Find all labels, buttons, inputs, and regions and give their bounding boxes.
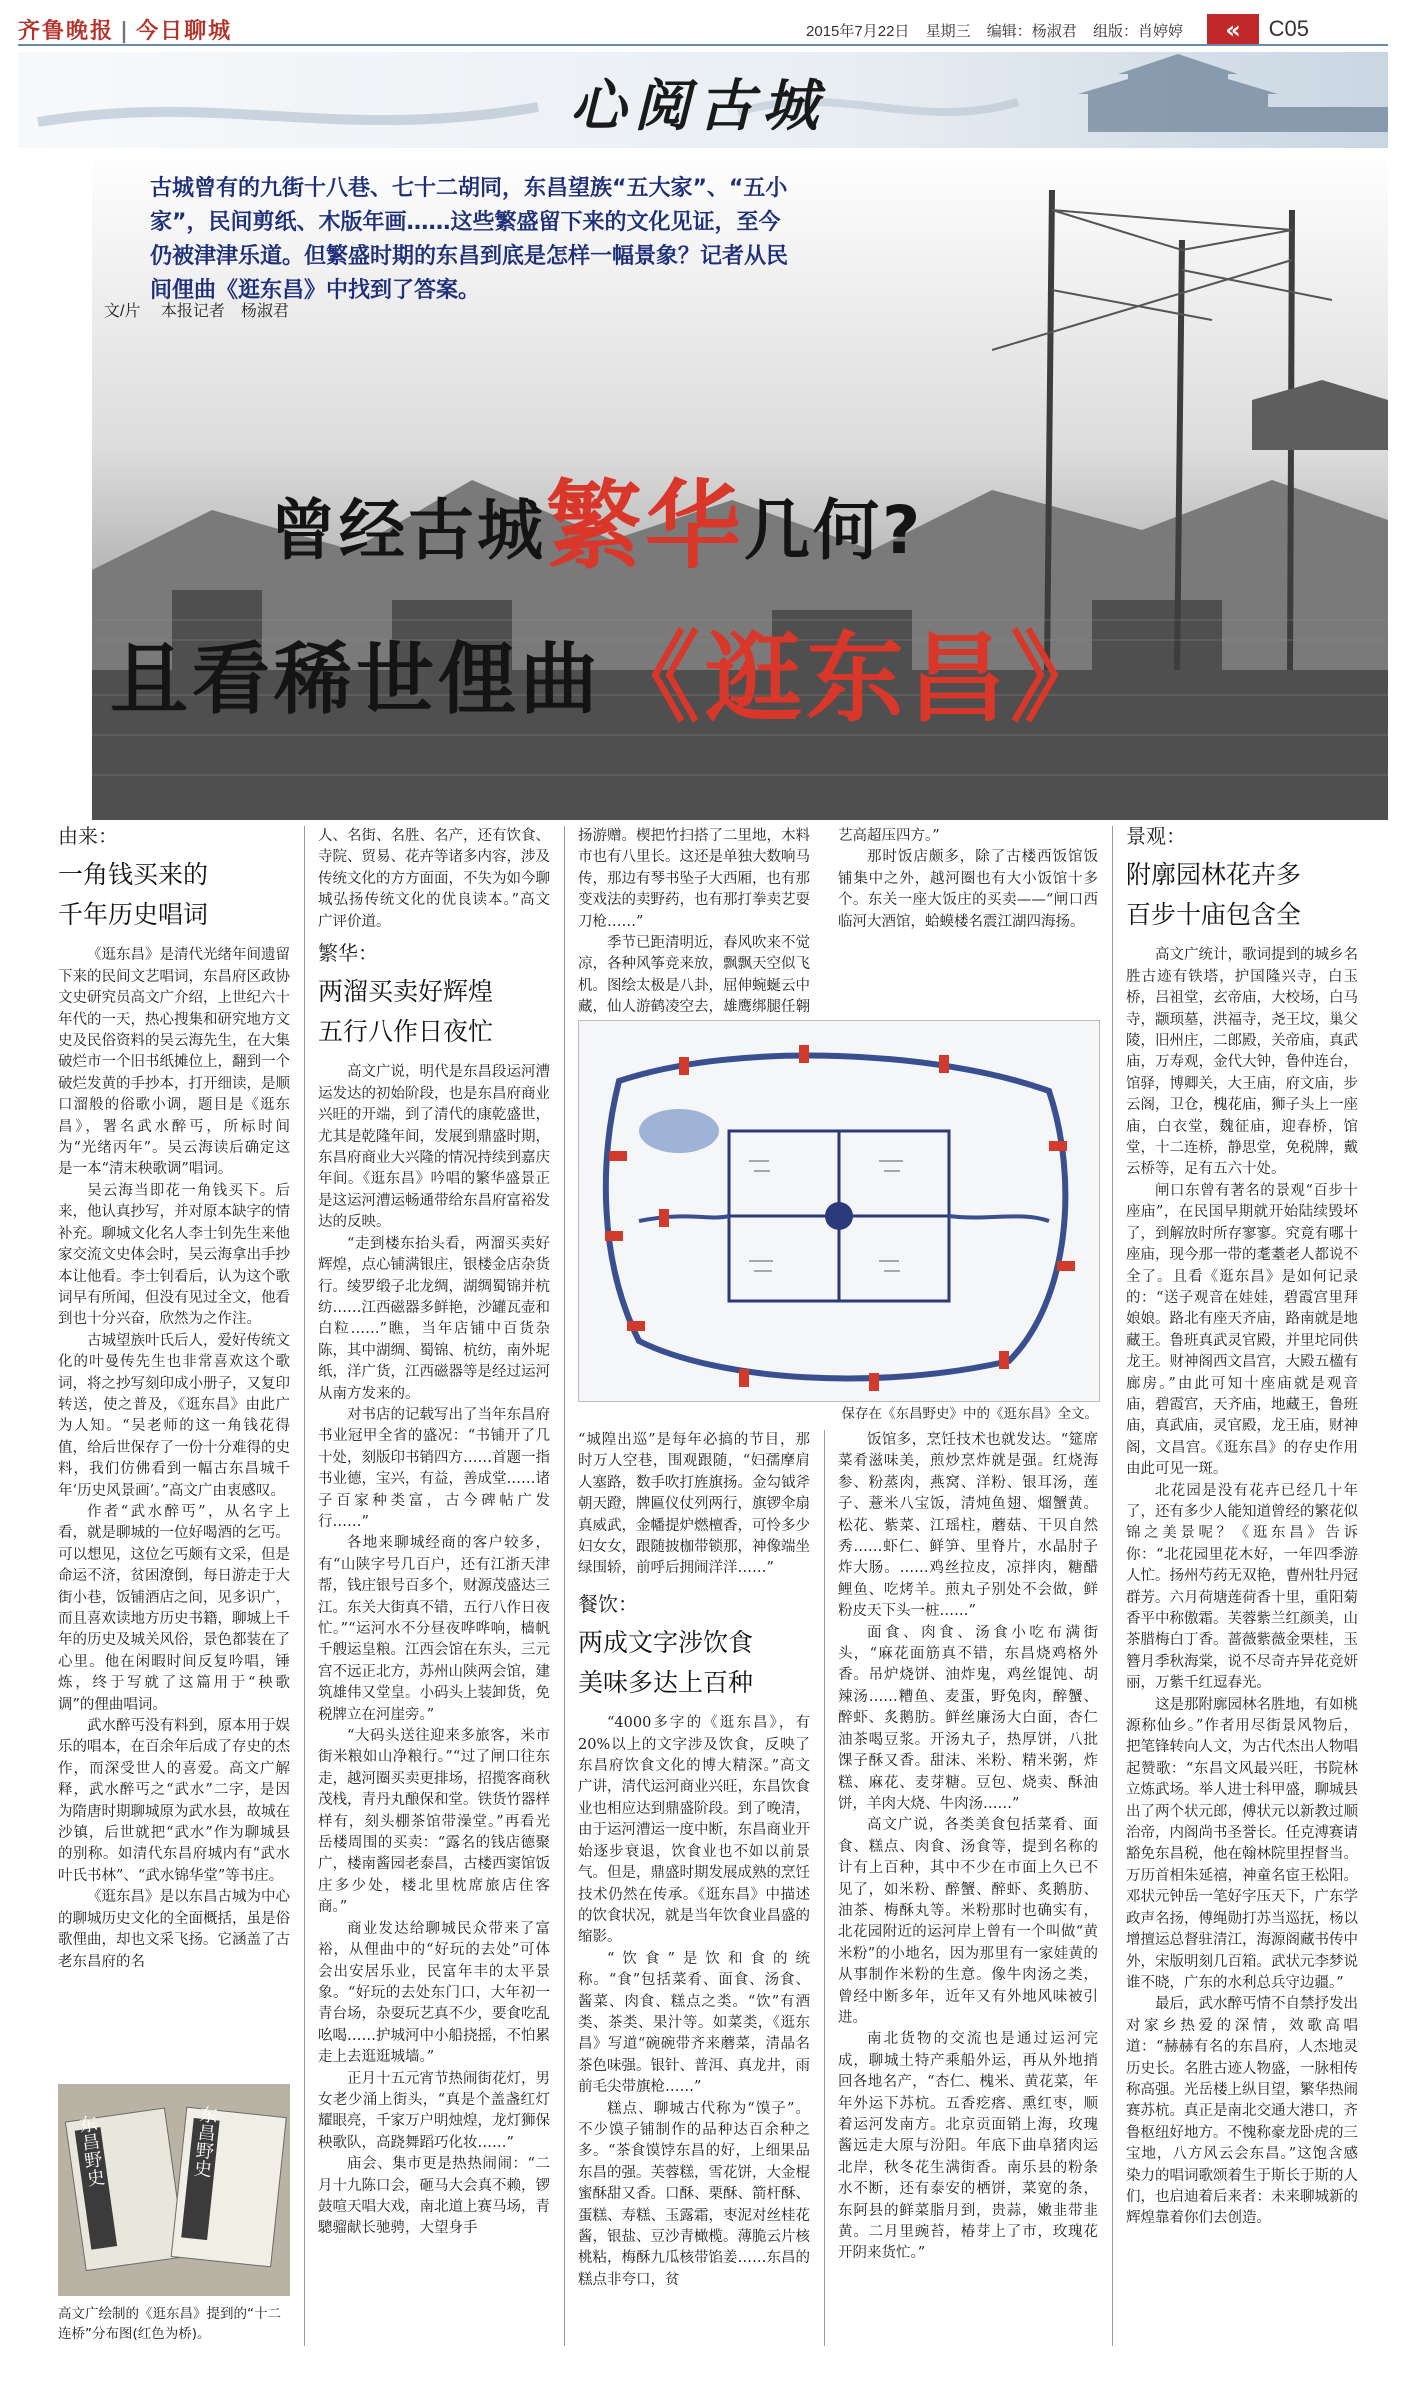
section-title-prosperity-line2: 五行八作日夜忙	[318, 1017, 494, 1047]
column-food-top	[838, 826, 1098, 1016]
section-label-prosperity: 繁华：	[318, 941, 378, 966]
paragraph: 高文广统计，歌词提到的城乡名胜古迹有铁塔，护国隆兴寺，白玉桥，吕祖堂，玄帝庙，大校场，白马寺，颛顼墓，洪福寺，尧王坟，巢父陵，旧州庄，二郎殿，关帝庙，真武庙，万寿观，金代大钟，鲁仲连台，馆驿，博卿关，大王庙，府文庙，步云阁，卫仓，槐花庙，狮子头上一座庙，白衣堂，魏征庙，迎春桥，馆堂，十二连桥，静思堂，免税牌，戴云桥等，足有五六十处。	[1126, 947, 1358, 1178]
paragraph: “城隍出巡”是每年必搞的节目，那时万人空巷，围观跟随，“妇孺摩肩人塞路，数手吹打旌旗扬。金勾钺斧朝天蹬，牌匾仪仗列两行，旗锣伞扇真威武，金幡提炉燃檀香，可怜多少妇女女，跟随披枷带锁那，神像端坐绿围轿，前呼后拥闹洋洋……”	[578, 1432, 810, 1577]
chevron-left-icon: «	[1207, 14, 1259, 46]
twelve-bridges-map-art	[579, 1021, 1099, 1401]
paragraph: 南北货物的交流也是通过运河完成，聊城土特产乘船外运，再从外地捎回各地名产，“杏仁、槐米、黄花菜，年年外运下苏杭。五香疙瘩、熏红枣，顺着运河发南方。北京贡面销上海，玫瑰酱远走大原与汾阳。年底下曲阜猪肉运北岸，秋冬花生满街香。南乐县的粉条水不断，还有泰安的栖饼，菜宽的条，东阿县的鲜菜脂月到，贵蒜，嫩韭带韭黄。二月里豌苔，椿芽上了市，玫瑰花开阴来货忙。”	[838, 2031, 1098, 2262]
section-title-food-line1: 两成文字涉饮食	[578, 1628, 754, 1658]
paragraph: 古城望族叶氏后人，爱好传统文化的叶曼传先生也非常喜欢这个歌词，将之抄写刻印成小册子，又复印转送，使之普及，《逛东昌》由此广为人知。“吴老师的这一角钱花得值，给后世保存了一份十分难得的史料，我们仿佛看到一幅古东昌城千年‘历史风景画’。”高文广由衷感叹。	[58, 1332, 290, 1499]
column-rule	[304, 826, 305, 2346]
issue-date: 2015年7月22日	[806, 23, 910, 40]
paragraph: 艺高超压四方。”	[838, 828, 940, 844]
section-title-origin-line2: 千年历史唱词	[58, 900, 209, 930]
section-title: 心阅古城	[570, 73, 826, 139]
issue-weekday: 星期三	[925, 23, 971, 40]
column-origin	[58, 826, 290, 2066]
paragraph: 闸口东曾有著名的景观“百步十座庙”，在民国早期就开始陆续毁坏了，到解放时所存寥寥。究竟有哪十座庙，现今那一带的耄耋老人都说不全了。且看《逛东昌》是如何记录的：“送子观音在娃娃，碧霞宫里拜娘娘。路北有座天齐庙，路南就是地藏王。鲁班真武灵官殿，并里坨同供龙王。财神阁西文昌宫，大殿五楹有廊房。”由此可知十座庙就是观音庙，碧霞宫，天齐庙，地藏王，鲁班庙，真武庙，灵官殿，龙王庙，财神阁，文昌宫。《逛东昌》的存史作用由此可见一斑。	[1126, 1182, 1358, 1478]
section-title-origin	[58, 855, 290, 935]
byline	[104, 298, 289, 321]
paragraph: 人、名街、名胜、名产，还有饮食、寺院、贸易、花卉等诸多内容，涉及传统文化的方方面面，不失为如今聊城弘扬传统文化的优良读本。”高文广评价道。	[318, 828, 550, 930]
section-label-food: 餐饮：	[578, 1591, 638, 1616]
books-photo-caption: 高文广绘制的《逛东昌》提到的“十二连桥”分布图(红色为桥)。	[58, 2306, 281, 2342]
paragraph: 庙会、集市更是热热闹闹：“二月十九陈口会，砸马大会真不赖，锣鼓喧天唱大戏，南北道上赛马场，青驄骝献长驰骋，大望身手	[318, 2156, 550, 2237]
layout-credit: 组版：肖婷婷	[1092, 23, 1183, 40]
paragraph: 最后，武水醉丐情不自禁抒发出对家乡热爱的深情，效歌高唱道：“赫赫有名的东昌府，人杰地灵历史长。名胜古迹人物盛，一脉相传称高强。光岳楼上纵目望，繁华热闹赛苏杭。真正是南北交通大港口，齐鲁枢纽好地方。不愧称豪龙卧虎的三宝地，八方风云会东昌。”这饱含感染力的唱词歌颂着生于斯长于斯的人们，也启迪着后来者：未来聊城新的辉煌靠着你们去创造。	[1126, 1996, 1358, 2227]
paragraph: 正月十五元宵节热闹街花灯，男女老少涌上街头，“真是个盖盏红灯耀眼亮，千家万户明烛煌，龙灯狮保秧歌队，高跷舞蹈巧化妆……”	[318, 2070, 550, 2151]
column-scenery	[1126, 826, 1358, 2346]
paragraph: 这是那附廓园林名胜地，有如桃源称仙乡。”作者用尽街景风物后，把笔锋转向人文，为古代杰出人物唱起赞歌：“东昌文风最兴旺，书院林立炼武场。举人进士科甲盛，聊城县出了两个状元郎，傅状元以新教过顺治帝，内阁尚书圣誉长。任克溥赛请豁免东昌税，他在翰林院里捏督当。万历首相朱延禧，神童名宦王松阳。邓状元钟岳一笔好字压天下，广东学政声名扬，傅绳勋打苏当巡抚，杨以增擅运总督驻清江，海源阁藏书传中外，宋版明刻几百箱。武状元李梦说谁不晓，广东的水利总兵守边疆。”	[1126, 1696, 1358, 1991]
column-prosperity	[318, 826, 550, 2346]
paragraph: 饭馆多，烹饪技术也就发达。“筵席菜肴滋味美，煎炒烹炸就是强。红烧海参、粉蒸肉，燕窝、洋粉、银耳汤，莲子、薏米八宝饭，清炖鱼翅、熘蟹黄。松花、紫菜、江瑶柱，蘑菇、干贝自然秀……虾仁、鲜笋、里脊片，水晶肘子炸大肠。……鸡丝拉皮，凉拌肉，糖醋鲤鱼、吃烤羊。煎丸子别处不会做，鲜粉皮天下头一桩……”	[838, 1432, 1098, 1620]
column-rule	[564, 826, 565, 2346]
masthead: 齐鲁晚报 | 今日聊城	[18, 19, 233, 44]
headline-sub-highlight: 《逛东昌》	[602, 622, 1113, 736]
paragraph: “走到楼东抬头看，两溜买卖好辉煌，点心铺满银庄，银楼金店杂货行。绫罗缎子北龙绸，湖绸蜀锦并杭纺……江西磁器多鲜艳，沙罐瓦壶和白粒……”瞧，当年店铺中百货杂陈，其中湖绸、蜀锦、杭纺，南外坭纸，洋广货，江西磁器等是经过运河从南方发来的。	[318, 1235, 550, 1402]
page-meta	[794, 20, 1183, 41]
paragraph: 吴云海当即花一角钱买下。后来，他认真抄写，并对原本缺字的情补充。聊城文化名人李士钊先生来他家交流文史体会时，吴云海拿出手抄本让他看。李士钊看后，认为这个歌词早有所闻，但没有见过全文，他看到也十分兴奋，欣然为之作注。	[58, 1182, 290, 1328]
paragraph: 季节已距清明近，春风吹来不觉凉，各种风筝竞来放，飘飘天空似飞机。图绘太极是八卦，屈伸蜿蜒云中藏，仙人游鹤凌空去，雄鹰绑腿任翱	[578, 935, 810, 1016]
column-rule	[824, 1430, 825, 2346]
headline-sub-pre: 且看稀世俚曲	[110, 635, 603, 725]
section-label-origin: 由来：	[58, 824, 118, 848]
books-photo	[58, 2084, 290, 2296]
section-title-food-line2: 美味多达上百种	[578, 1668, 754, 1698]
section-title-scenery-line2: 百步十庙包含全	[1126, 900, 1302, 930]
books-photo-art	[58, 2084, 290, 2296]
paragraph: 北花园是没有花卉已经几十年了，还有多少人能知道曾经的繁花似锦之美景呢？《逛东昌》告诉你：“北花园里花木好，一年四季游人忙。扬州芍药无双艳，曹州牡丹冠群芳。六月荷塘莲荷香十里，重阳菊香平中称傲霜。芙蓉紫兰红颜美，山茶腊梅白丁香。蔷薇紫薇金栗桂，玉簪月季秋海棠，说不尽奇卉异花竞妍丽，万紫千红逗春光。	[1126, 1482, 1358, 1692]
column-food	[578, 1430, 810, 2346]
paragraph: 武水醉丐没有料到，原本用于娱乐的唱本，在百余年后成了存史的杰作，而深受世人的喜爱。高文广解释，武水醉丐之“武水”二字，是因为隋唐时期聊城原为武水县，故城在沙镇，后世就把“武水”作为聊城县的别称。如清代东昌府城内有“武水叶氏书林”、“武水锦华堂”等书庄。	[58, 1718, 290, 1884]
section-title-food	[578, 1623, 810, 1703]
byline-name: 本报记者 杨淑君	[160, 303, 289, 320]
section-title-prosperity	[318, 972, 550, 1052]
book-cover-1: 东昌野史	[75, 2113, 107, 2188]
paragraph: 高文广说，各类美食包括菜肴、面食、糕点、肉食、汤食等，提到名称的计有上百种，其中不少在市面上久已不见了，如米粉、醉蟹、醉虾、炙鹅肪、油茶、梅酥丸等。米粉那时也确实有，北花园附近的运河岸上曾有一个叫做“黄米粉”的小地名，因为那里有一家娃黄的从事制作米粉的生意。像牛肉汤之类，曾经中断多年，近年又有外地风味被引进。	[838, 1817, 1098, 2026]
section-label-scenery: 景观：	[1126, 824, 1186, 848]
paragraph: “饮食”是饮和食的统称。“食”包括菜肴、面食、汤食、酱菜、肉食、糕点之类。“饮”有酒类、茶类、果汁等。如菜类，《逛东昌》写道“碗碗带齐来蘑菜，清晶名茶色味强。银针、普洱、真龙井，雨前毛尖带旗枪……”	[578, 1950, 810, 2096]
column-food-continued	[838, 1430, 1098, 2346]
section-title-scenery-line1: 附廓园林花卉多	[1126, 860, 1302, 890]
paragraph: 对书店的记载写出了当年东昌府书业冠甲全省的盛况：“书铺开了几十处，刻版印书销四方……首题一指书业德，宝兴，有益，善成堂……诸子百家种类富，古今碑帖广发行……”	[318, 1406, 550, 1530]
paragraph: 扬游赠。楔把竹扫搭了二里地，木料市也有八里长。这还是单独大数响马传，那边有琴书坠子大西厢，也有那变戏法的卖野药，也有那打拳卖艺耍刀枪……”	[578, 828, 810, 930]
column-festival-top	[578, 826, 810, 1016]
paragraph: 商业发达给聊城民众带来了富裕，从俚曲中的“好玩的去处”可体会出安居乐业，民富年丰的太平景象。“好玩的去处东门口，大年初一青台场，杂耍玩艺真不少，要食吃乱吆喝……护城河中小船挠摇，不怕累走上去逛逛城墙。”	[318, 1920, 550, 2066]
lead-paragraph: 古城曾有的九街十八巷、七十二胡同，东昌望族“五大家”、“五小家”，民间剪纸、木版年画……这些繁盛留下来的文化见证，至今仍被津津乐道。但繁盛时期的东昌到底是怎样一幅景象？记者从民间俚曲《逛东昌》中找到了答案。	[150, 176, 789, 303]
header-rule	[18, 44, 1388, 46]
section-title-origin-line1: 一角钱买来的	[58, 860, 209, 890]
twelve-bridges-map	[578, 1020, 1100, 1402]
page-number: C05	[1268, 16, 1309, 41]
section-title-scenery	[1126, 855, 1358, 935]
section-title-prosperity-line1: 两溜买卖好辉煌	[318, 977, 494, 1007]
paragraph: 《逛东昌》是以东昌古城为中心的聊城历史文化的全面概括，虽是俗歌俚曲，却也文采飞扬。它涵盖了古老东昌府的名	[58, 1889, 290, 1970]
paragraph: “4000多字的《逛东昌》，有20%以上的文字涉及饮食，反映了东昌府饮食文化的博大精深。”高文广讲，清代运河商业兴旺，东昌饮食业也相应达到鼎盛阶段。到了晚清，由于运河漕运一度中断，东昌商业开始逐步衰退，饮食业也不如以前景气。但是，鼎盛时期发展成熟的烹饪技术仍然在传承。《逛东昌》中描述的饮食状况，就是当年饮食业昌盛的缩影。	[578, 1715, 810, 1946]
paragraph: 高文广说，明代是东昌段运河漕运发达的初始阶段，也是东昌府商业兴旺的开端，到了清代的康乾盛世，尤其是乾隆年间，发展到鼎盛时期，东昌府商业大兴隆的情况持续到嘉庆年间。《逛东昌》吟唱的繁华盛景正是这运河漕运畅通带给东昌府富裕发达的反映。	[318, 1064, 550, 1231]
paragraph: 面食、肉食、汤食小吃布满街头，“麻花面筋真不错，东昌烧鸡格外香。吊炉烧饼、油炸鬼，鸡丝馄饨、胡辣汤……糟鱼、麦蛋，野兔肉，醉蟹、醉虾、炙鹅肪。鲜丝廉汤大白面，杏仁油茶喝豆浆。开汤丸子，热厚饼，八批馃子酥又香。甜沫、米粉、精米粥，炸糕、麻花、麦芽糖。豆包、烧卖、酥油饼，羊肉大烧、牛肉汤……”	[838, 1624, 1098, 1812]
book-cover-2: 东昌野史	[190, 2104, 219, 2179]
masthead-title: 齐鲁晚报	[18, 19, 115, 44]
edition-name: 今日聊城	[136, 19, 233, 44]
headline-main-post: 几何?	[744, 492, 924, 569]
paragraph: 《逛东昌》是清代光绪年间遗留下来的民间文艺唱词，东昌府区政协文史研究员高文广介绍，上世纪六十年代的一天，热心搜集和研究地方文史及民俗资料的吴云海先生，在大集破烂市一个旧书纸摊位上，翻到一个破烂发黄的手抄本，打开细读，是顺口溜般的俗歌小调，题目是《逛东昌》，署名武水醉丐，所标时间为“光绪丙年”。吴云海读后确定这是一本“清末秧歌调”唱词。	[58, 947, 290, 1178]
map-caption: 保存在《东昌野史》中的《逛东昌》全文。	[841, 1406, 1098, 1422]
paragraph: “大码头送往迎来多旅客，米市街米粮如山净粮行。”“过了闸口往东走，越河圈买卖更排场，招揽客商秋茂栈，青丹丸酿保和堂。铁货竹器样样有，刻头棚茶馆带澡堂。”再看光岳楼周围的买卖：“露名的钱店德聚广，楼南酱园老泰昌，古楼西窦馆饭庄多少处，楼北里枕席旅店住客商。”	[318, 1728, 550, 1916]
column-rule	[1112, 826, 1113, 2346]
paragraph: 作者“武水醉丐”，从名字上看，就是聊城的一位好喝酒的乞丐。可以想见，这位乞丐颇有文采，但是命运不济，贫困潦倒，每日游走于大街小巷，饭铺酒店之间，见多识广，而且喜欢读地方历史书籍，聊城上千年的历史及城关风俗，景色都装在了心里。他在闲暇时间反复吟唱，锤炼，终于写就了这篇用于“秧歌调”的俚曲唱词。	[58, 1503, 290, 1713]
byline-prefix: 文/片	[104, 303, 141, 320]
paragraph: 那时饭店颇多，除了古楼西饭馆饭铺集中之外，越河圈也有大小饭馆十多个。东关一座大饭庄的买卖——“闸口西临河大酒馆，蛤蟆楼名震江湖四海扬。	[838, 849, 1098, 930]
headline-sub	[110, 600, 1112, 741]
paragraph: 糕点、聊城古代称为“馍子”。不少馍子铺制作的品种达百余种之多。“茶食馍饽东昌的好，上细果品东昌的强。芙蓉糕，雪花饼，大金棍蜜酥甜又香。口酥、栗酥、箭杆酥、蛋糕、寿糕、玉露霜，枣泥对丝桂花酱，银盐、豆沙青橄榄。薄脆云片核桃粘，梅酥九瓜核带馅姜……东昌的糕点非夸口，贫	[578, 2100, 810, 2288]
editor-credit: 编辑：杨淑君	[986, 23, 1077, 40]
headline-main	[270, 450, 923, 587]
headline-main-highlight: 繁华	[546, 470, 744, 582]
headline-main-pre: 曾经古城	[270, 492, 546, 569]
paragraph: 各地来聊城经商的客户较多，有“山陕字号几百户，还有江浙天津帮，钱庄银号百多个，财源茂盛达三江。东关大街真不错，五行八作日夜忙。”“运河水不分昼夜哗哗响，樯帆千艘运皇粮。江西会馆在东头，三元宫不远正北方，苏州山陕两会馆，建筑雄伟又堂皇。小码头上装卸货，免税牌立在河崖旁。”	[318, 1535, 550, 1723]
